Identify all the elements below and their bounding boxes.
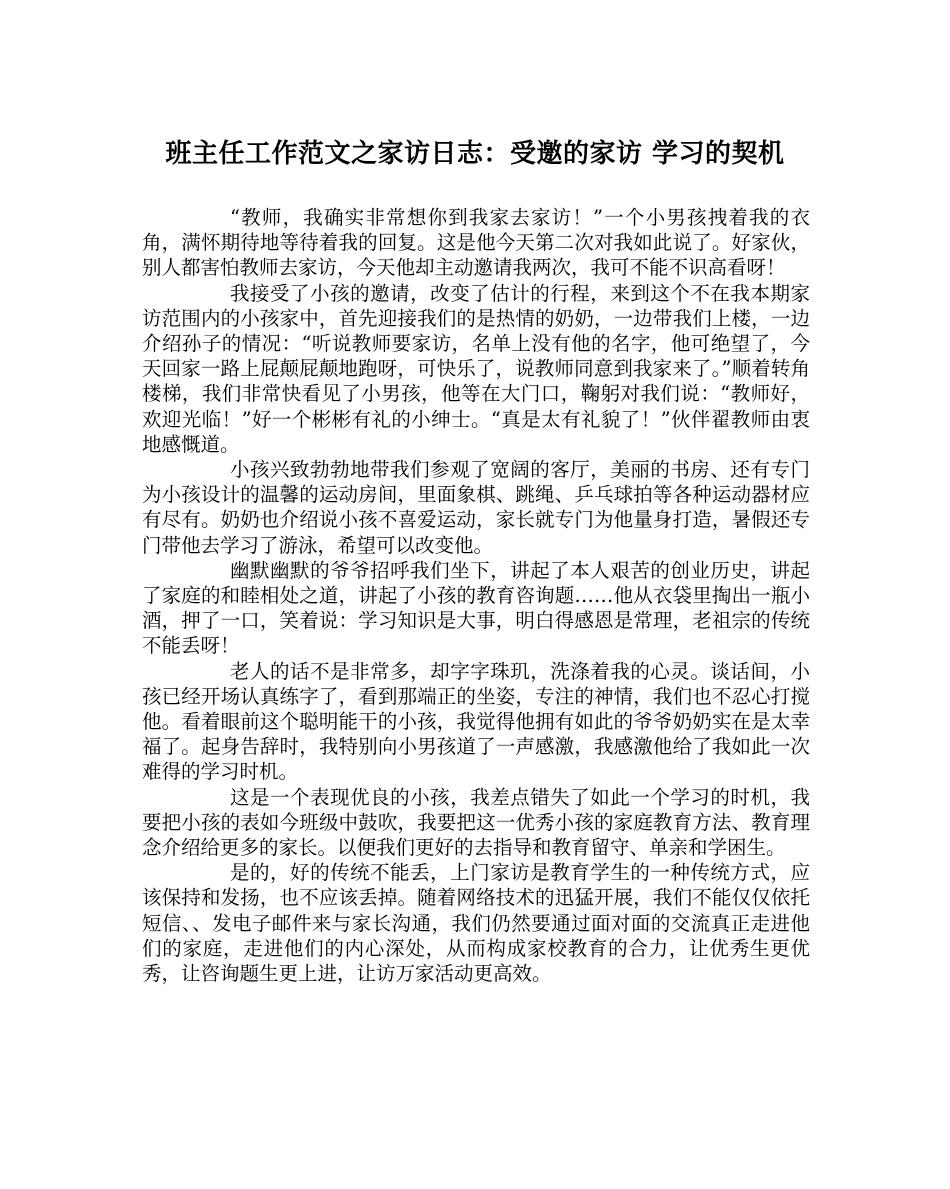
paragraph-2: 我接受了小孩的邀请，改变了估计的行程，来到这个不在我本期家访范围内的小孩家中，首先迎接我们的是热情的奶奶，一边带我们上楼，一边介绍孙子的情况：“听说教师要家访，名单上没有他的名字，他可绝望了，今天回家一路上屁颠屁颠地跑呀，可快乐了，说教师同意到我家来了。”顺着转角楼梯，我们非常快看见了小男孩，他等在大门口，鞠躬对我们说：“教师好，欢迎光临！”好一个彬彬有礼的小绅士。“真是太有礼貌了！”伙伴翟教师由衷地感慨道。 bbox=[142, 281, 810, 456]
document-body bbox=[142, 205, 810, 986]
paragraph-6: 这是一个表现优良的小孩，我差点错失了如此一个学习的时机，我要把小孩的表如今班级中鼓吹，我要把这一优秀小孩的家庭教育方法、教育理念介绍给更多的家长。以便我们更好的去指导和教育留守、单亲和学困生。 bbox=[142, 785, 810, 860]
paragraph-1: “教师，我确实非常想你到我家去家访！”一个小男孩拽着我的衣角，满怀期待地等待着我的回复。这是他今天第二次对我如此说了。好家伙，别人都害怕教师去家访，今天他却主动邀请我两次，我可不能不识高看呀！ bbox=[142, 206, 810, 280]
document-title: 班主任工作范文之家访日志：受邀的家访 学习的契机 bbox=[165, 139, 785, 169]
paragraph-4: 幽默幽默的爷爷招呼我们坐下，讲起了本人艰苦的创业历史，讲起了家庭的和睦相处之道，讲起了小孩的教育咨询题……他从衣袋里掏出一瓶小酒，押了一口，笑着说：学习知识是大事，明白得感恩是常理，老祖宗的传统不能丢呀！ bbox=[142, 558, 810, 658]
paragraph-7: 是的，好的传统不能丢，上门家访是教育学生的一种传统方式，应该保持和发扬，也不应该丢掉。随着网络技术的迅猛开展，我们不能仅仅依托短信、、发电子邮件来与家长沟通，我们仍然要通过面对面的交流真正走进他们的家庭，走进他们的内心深处，从而构成家校教育的合力，让优秀生更优秀，让咨询题生更上进，让访万家活动更高效。 bbox=[142, 861, 810, 986]
paragraph-3: 小孩兴致勃勃地带我们参观了宽阔的客厅，美丽的书房、还有专门为小孩设计的温馨的运动房间，里面象棋、跳绳、乒乓球拍等各种运动器材应有尽有。奶奶也介绍说小孩不喜爱运动，家长就专门为他量身打造，暑假还专门带他去学习了游泳，希望可以改变他。 bbox=[142, 458, 810, 557]
paragraph-5: 老人的话不是非常多，却字字珠玑，洗涤着我的心灵。谈话间，小孩已经开场认真练字了，看到那端正的坐姿，专注的神情，我们也不忍心打搅他。看着眼前这个聪明能干的小孩，我觉得他拥有如此的爷爷奶奶实在是太幸福了。起身告辞时，我特别向小男孩道了一声感激，我感激他给了我如此一次难得的学习时机。 bbox=[142, 659, 810, 784]
